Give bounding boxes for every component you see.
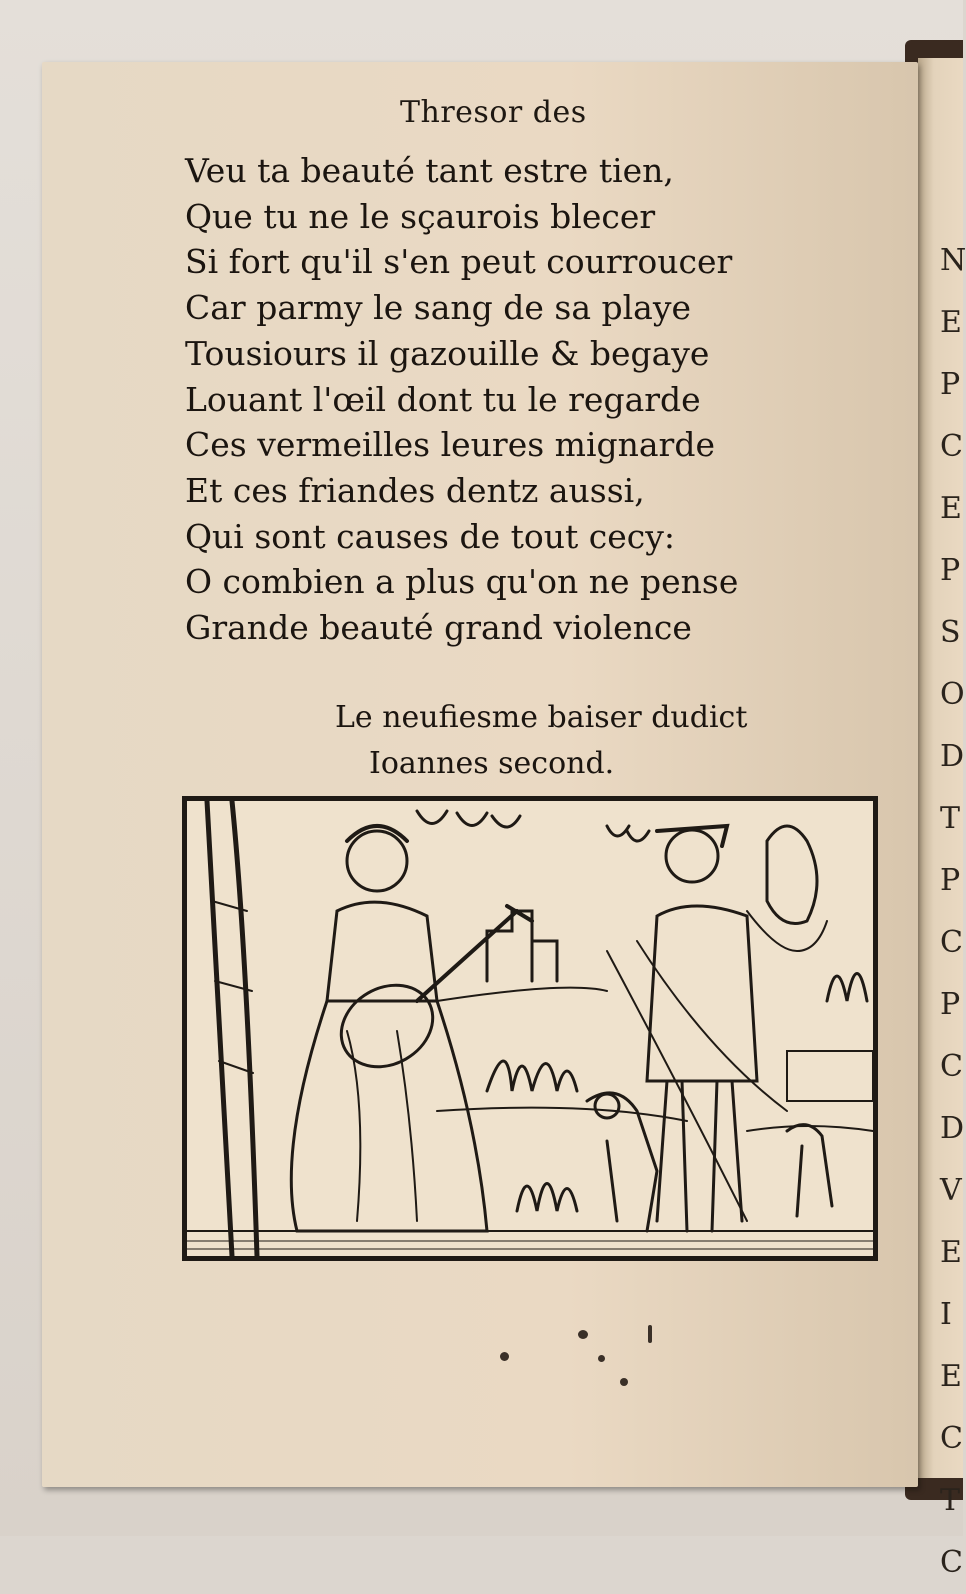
facing-page-letter: N: [940, 243, 966, 278]
verse-line: Que tu ne le sçaurois blecer: [185, 196, 656, 236]
facing-page-letter: I: [940, 1297, 952, 1332]
facing-page-letter: E: [940, 1359, 962, 1394]
facing-page-letter: C: [940, 1545, 963, 1580]
verse-line: O combien a plus qu'on ne pense: [185, 562, 739, 602]
verse-line: Veu ta beauté tant estre tien,: [185, 151, 674, 190]
facing-page-letter: D: [940, 739, 965, 774]
ink-speck: [620, 1378, 628, 1386]
facing-page-letter: P: [940, 987, 961, 1022]
ink-speck: [648, 1325, 652, 1343]
verse-line: Louant l'œil dont tu le regarde: [185, 379, 701, 419]
facing-page-letter: E: [940, 305, 962, 340]
facing-page-letter: P: [940, 367, 961, 402]
facing-page-letter: S: [940, 615, 961, 650]
verse-line: Si fort qu'il s'en peut courroucer: [185, 242, 733, 282]
ink-speck: [598, 1355, 605, 1362]
facing-page-letters: [918, 230, 966, 1594]
facing-page-letter: T: [940, 1483, 961, 1518]
facing-page-letter: P: [940, 863, 961, 898]
facing-page-letter: D: [940, 1111, 965, 1146]
ink-speck: [578, 1330, 588, 1339]
facing-page-letter: E: [940, 491, 962, 526]
facing-page-letter: C: [940, 429, 963, 464]
verse-line: Car parmy le sang de sa playe: [185, 288, 692, 328]
facing-page-letter: V: [940, 1173, 962, 1208]
facing-page-letter: P: [940, 553, 961, 588]
woodcut-drawing: [187, 801, 873, 1256]
facing-page-letter: O: [940, 677, 965, 712]
verse-line: Grande beauté grand violence: [185, 608, 692, 648]
facing-page-letter: E: [940, 1235, 962, 1270]
verse-line: Et ces friandes dentz aussi,: [185, 470, 645, 510]
facing-page-letter: C: [940, 1421, 963, 1456]
ink-speck: [500, 1352, 509, 1361]
facing-page-letter: C: [940, 925, 963, 960]
woodcut-illustration: [182, 796, 878, 1261]
verse-line: Qui sont causes de tout cecy:: [185, 516, 675, 556]
verse-line: Ces vermeilles leures mignarde: [185, 425, 715, 465]
caption-line: Ioannes second.: [369, 746, 615, 781]
verse-block: [185, 148, 825, 651]
running-head: Thresor des: [400, 95, 587, 130]
caption-line: Le neufiesme baiser dudict: [335, 700, 748, 735]
verse-line: Tousiours il gazouille & begaye: [185, 333, 710, 373]
facing-page-letter: T: [940, 801, 961, 836]
facing-page-letter: C: [940, 1049, 963, 1084]
woodcut-caption: [335, 695, 747, 787]
